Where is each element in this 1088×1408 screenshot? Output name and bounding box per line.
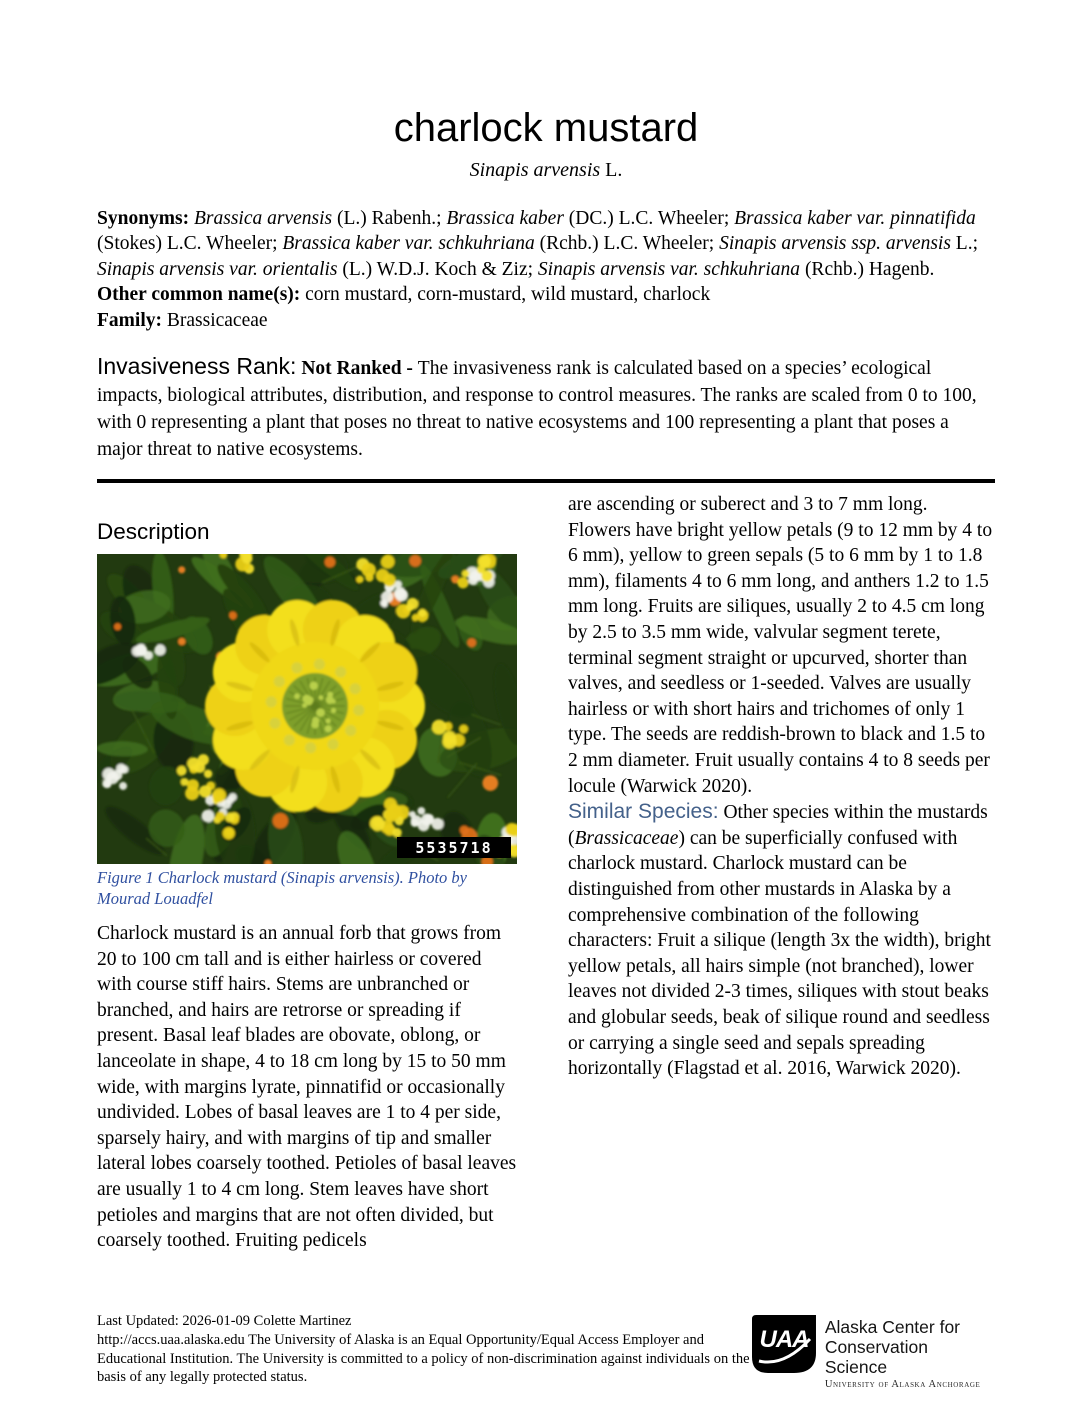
figure-1 [97,554,517,909]
two-column-layout [97,492,995,1254]
synonym-authority: (Rchb.) L.C. Wheeler; [534,233,720,255]
page-footer [97,1312,995,1390]
similar-species-paragraph [568,799,995,1082]
footer-disclaimer: http://accs.uaa.alaska.edu The University of Alaska is an Equal Opportunity/Equal Access Employer and Educational Institution. The University is committed to a policy of non-discrimination against individuals on the basis of any legally protected status. [97,1331,750,1386]
invasiveness-heading: Invasiveness Rank: [97,353,297,380]
invasiveness-rank: Not Ranked - [296,358,418,380]
invasiveness-paragraph [97,353,995,463]
common-names-label: Other common name(s): [97,284,301,306]
uaa-logo-mark [752,1315,816,1375]
family-label: Family: [97,309,162,331]
scientific-name-italic: Sinapis arvensis [469,159,601,181]
synonym-name: Brassica arvensis [189,208,333,229]
description-continued-paragraph: are ascending or suberect and 3 to 7 mm long. Flowers have bright yellow petals (9 to 12 mm by 4 to 6 mm), yellow to green sepals (5 to 6 mm by 1 to 1.8 mm), filaments 4 to 6 mm long, and anthers 1.2 to 1.5 mm long. Fruits are siliques, usually 2 to 4.5 cm long by 2.5 to 3.5 mm wide, valvular segment terete, terminal segment straight or upcurved, shorter than valves, and seedless or 1-seeded. Valves are usually hairless or with short hairs and trichomes of only 1 type. The seeds are reddish-brown to black and 1.5 to 2 mm diameter. Fruit usually contains 4 to 8 seeds per locule (Warwick 2020). [568,494,993,797]
left-column [97,492,520,1254]
last-updated-line: Last Updated: 2026-01-09 Colette Martinez [97,1313,352,1329]
logo-text [825,1315,995,1390]
synonym-authority: (DC.) L.C. Wheeler; [563,208,735,229]
synonym-name: Brassica kaber [446,208,564,229]
family-value: Brassicaceae [161,309,268,331]
description-heading: Description [97,519,210,545]
figure-caption: Figure 1 Charlock mustard (Sinapis arvensis). Photo by Mourad Louadfel [97,868,467,909]
synonyms-label: Synonyms: [97,208,190,229]
similar-species-text: Other species within the mustards ( [568,802,988,849]
logo-org-line2: Conservation Science [824,1337,928,1377]
synonyms-paragraph [97,206,995,333]
scientific-authority: L. [600,159,623,181]
synonym-authority: L.; [950,233,979,255]
synonym-name: Sinapis arvensis var. orientalis [97,258,338,280]
synonym-name: Sinapis arvensis ssp. arvensis [719,233,951,255]
footer-text [97,1312,752,1387]
similar-species-family-italic: Brassicaceae [574,827,679,849]
logo-org-line1: Alaska Center for [824,1317,961,1337]
logo-university-name: University of Alaska Anchorage [824,1379,981,1390]
synonym-authority: (Stokes) L.C. Wheeler; [97,233,283,255]
similar-species-heading: Similar Species: [568,800,719,824]
uaa-logo [752,1315,995,1390]
document-page [97,0,995,1254]
section-divider [97,479,995,483]
synonym-name: Brassica kaber var. schkuhriana [282,233,535,255]
synonym-authority: (L.) W.D.J. Koch & Ziz; [337,258,538,280]
synonym-name: Brassica kaber var. pinnatifida [734,208,976,229]
scientific-name [97,159,995,182]
synonym-name: Sinapis arvensis var. schkuhriana [537,258,801,280]
synonym-authority: (L.) Rabenh.; [332,208,447,229]
charlock-mustard-photo [97,554,517,864]
description-paragraph: Charlock mustard is an annual forb that grows from 20 to 100 cm tall and is either hairless or covered with course stiff hairs. Stems are unbranched or branched, and hairs are retrorse or spreading if present. Basal leaf blades are obovate, oblong, or lanceolate in shape, 4 to 18 cm long by 15 to 50 mm wide, with margins lyrate, pinnatifid or occasionally undivided. Lobes of basal leaves are 1 to 4 per side, sparsely hairy, and with margins of tip and smaller lateral lobes coarsely toothed. Petioles of basal leaves are usually 1 to 4 cm long. Stem leaves have short petioles and margins that are not often divided, but coarsely toothed. Fruiting pedicels [97,923,517,1252]
page-title: charlock mustard [393,106,699,150]
photo-id-badge: 5535718 [415,839,493,858]
right-column [568,492,995,1254]
photo-painting [97,554,517,864]
common-names-value: corn mustard, corn-mustard, wild mustard, charlock [300,284,711,306]
uaa-acronym: UAA [759,1325,809,1353]
synonym-authority: (Rchb.) Hagenb. [800,258,935,280]
similar-species-text: ) can be superficially confused with charlock mustard. Charlock mustard can be distinguished from other mustards in Alaska by a comprehensive combination of the following characters: Fruit a silique (length 3x the width), bright yellow petals, all hairs simple (not branched), lower leaves not divided 2-3 times, siliques with stout beaks and globular seeds, beak of silique round and seedless or carrying a single seed and sepals spreading horizontally (Flagstad et al. 2016, Warwick 2020). [568,827,991,1080]
invasiveness-text: The invasiveness rank is calculated based on a species’ ecological impacts, biological attributes, distribution, and response to control measures. The ranks are scaled from 0 to 100, with 0 representing a plant that poses no threat to native ecosystems and 100 representing a plant that poses a major threat to native ecosystems. [97,358,977,461]
